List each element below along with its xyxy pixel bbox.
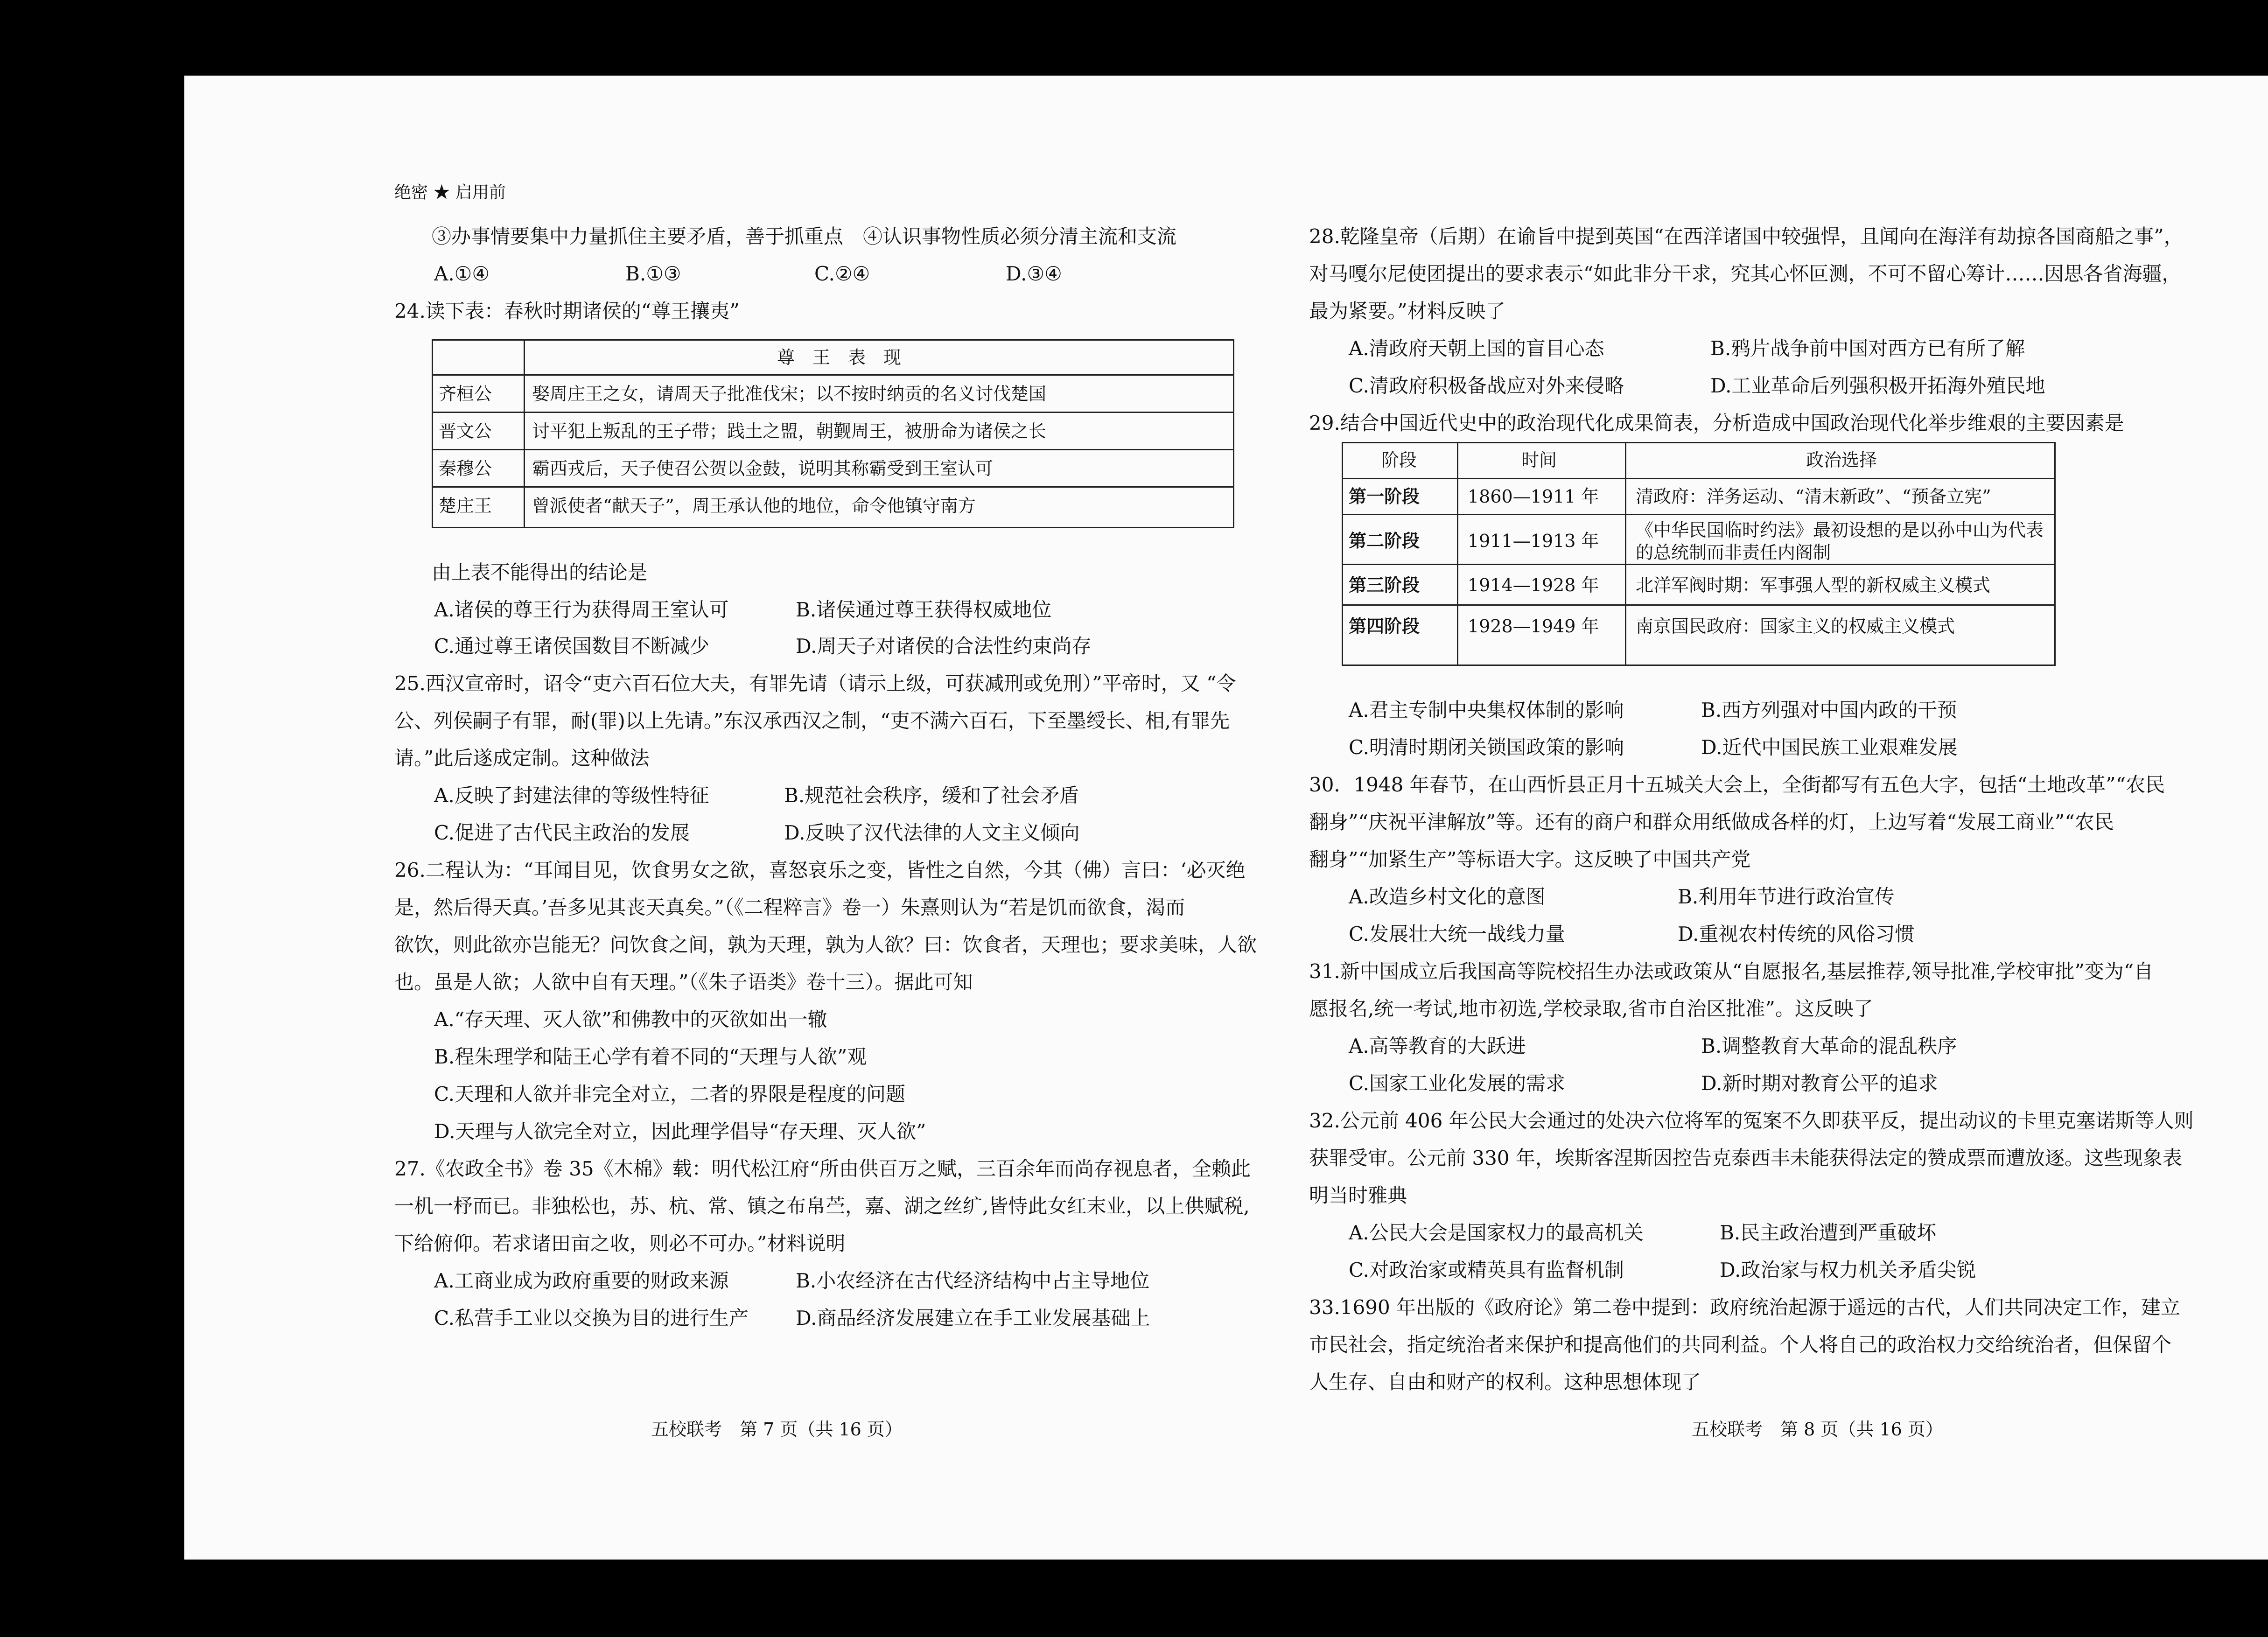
- q31-option-c: C.国家工业化发展的需求: [1349, 1072, 1565, 1095]
- q24-row-name: 齐桓公: [439, 384, 492, 404]
- q32-line: 明当时雅典: [1309, 1184, 1407, 1207]
- q32-option-c: C.对政治家或精英具有监督机制: [1349, 1259, 1624, 1281]
- q26-option-d: D.天理与人欲完全对立，因此理学倡导“存天理、灭人欲”: [434, 1120, 926, 1143]
- q26-line: 欲饮，则此欲亦岂能无？问饮食之间，孰为天理，孰为人欲？曰：饮食者，天理也；要求美味，人欲: [394, 933, 1257, 956]
- q31-option-d: D.新时期对教育公平的追求: [1701, 1072, 1938, 1095]
- q25-option-c: C.促进了古代民主政治的发展: [434, 821, 690, 844]
- q24-table-header: 尊 王 表 现: [777, 347, 902, 368]
- q25-line: 公、列侯嗣子有罪，耐(罪)以上先请。”东汉承西汉之制，“吏不满六百石，下至墨绶长、相,有罪先: [394, 709, 1230, 732]
- q30-line: 30．1948 年春节，在山西忻县正月十五城关大会上，全街都写有五色大字，包括“土地改革”“农民: [1309, 773, 2165, 796]
- q29-row-choice: 清政府：洋务运动、“清末新政”、“预备立宪”: [1636, 486, 1991, 507]
- q33-line: 市民社会，指定统治者来保护和提高他们的共同利益。个人将自己的政治权力交给统治者，但保留个: [1309, 1333, 2172, 1356]
- q29-row-stage: 第一阶段: [1349, 486, 1420, 507]
- q30-option-c: C.发展壮大统一战线力量: [1349, 923, 1565, 945]
- q24-row-name: 晋文公: [439, 421, 492, 441]
- q29-row-choice: 《中华民国临时约法》最初设想的是以孙中山为代表: [1636, 520, 2044, 540]
- q26-option-a: A.“存天理、灭人欲”和佛教中的灭欲如出一辙: [434, 1008, 827, 1031]
- q29-header-stage: 阶段: [1381, 450, 1417, 470]
- q25-line: 请。”此后遂成定制。这种做法: [394, 747, 650, 770]
- q31-line: 愿报名,统一考试,地市初选,学校录取,省市自治区批准”。这反映了: [1309, 997, 1873, 1020]
- q24-after: 由上表不能得出的结论是: [432, 561, 648, 584]
- q28-option-b: B.鸦片战争前中国对西方已有所了解: [1710, 337, 2025, 360]
- q24-row-text: 娶周庄王之女，请周天子批准伐宋；以不按时纳贡的名义讨伐楚国: [532, 384, 1047, 404]
- q30-line: 翻身”“庆祝平津解放”等。还有的商户和群众用纸做成各样的灯，上边写着“发展工商业”“农民: [1309, 811, 2114, 833]
- q30-option-d: D.重视农村传统的风俗习惯: [1678, 923, 1915, 945]
- q24-row-text: 讨平犯上叛乱的王子带；践土之盟，朝觐周王，被册命为诸侯之长: [532, 421, 1047, 441]
- q25-option-b: B.规范社会秩序，缓和了社会矛盾: [784, 784, 1079, 807]
- q29-row-stage: 第四阶段: [1349, 616, 1420, 637]
- q26-line: 也。虽是人欲；人欲中自有天理。”（《朱子语类》卷十三）。据此可知: [394, 971, 973, 993]
- q24-row-name: 楚庄王: [439, 496, 492, 516]
- q30-option-a: A.改造乡村文化的意图: [1349, 885, 1546, 908]
- q33-line: 33.1690 年出版的《政府论》第二卷中提到：政府统治起源于遥远的古代，人们共同决定工作，建立: [1309, 1296, 2181, 1319]
- q23-option-c: C.②④: [814, 262, 870, 285]
- q25-option-a: A.反映了封建法律的等级性特征: [434, 784, 709, 807]
- q29-row-time: 1860—1911 年: [1468, 486, 1599, 507]
- q31-option-b: B.调整教育大革命的混乱秩序: [1701, 1035, 1957, 1057]
- q24-option-c: C.通过尊王诸侯国数目不断减少: [434, 635, 709, 658]
- q24-option-d: D.周天子对诸侯的合法性约束尚存: [796, 635, 1092, 658]
- q24-option-b: B.诸侯通过尊王获得权威地位: [796, 598, 1052, 621]
- q25-option-d: D.反映了汉代法律的人文主义倾向: [784, 821, 1080, 844]
- q24-row-text: 曾派使者“献天子”，周王承认他的地位，命令他镇守南方: [532, 496, 976, 516]
- q27-line: 一机一杼而已。非独松也，苏、杭、常、镇之布帛苎，嘉、湖之丝纩,皆恃此女红末业，以上供赋税,: [394, 1195, 1250, 1217]
- q29-stem: 29.结合中国近代史中的政治现代化成果简表，分析造成中国政治现代化举步维艰的主要因素是: [1309, 412, 2124, 434]
- q27-option-c: C.私营手工业以交换为目的进行生产: [434, 1307, 749, 1329]
- q23-option-d: D.③④: [1006, 262, 1062, 285]
- q24-row-text: 霸西戎后，天子使召公贺以金鼓，说明其称霸受到王室认可: [532, 458, 994, 479]
- q29-row-time: 1928—1949 年: [1468, 616, 1599, 637]
- q27-option-d: D.商品经济发展建立在手工业发展基础上: [796, 1307, 1150, 1329]
- q29-row-stage: 第三阶段: [1349, 574, 1420, 595]
- q32-option-b: B.民主政治遭到严重破坏: [1720, 1221, 1937, 1244]
- q32-option-d: D.政治家与权力机关矛盾尖锐: [1720, 1259, 1976, 1281]
- q23-option-b: B.①③: [625, 262, 681, 285]
- q23-line: ③办事情要集中力量抓住主要矛盾，善于抓重点 ④认识事物性质必须分清主流和支流: [432, 225, 1177, 248]
- q32-line: 获罪受审。公元前 330 年，埃斯客涅斯因控告克泰西丰未能获得法定的赞成票而遭放逐。这些现象表: [1309, 1147, 2182, 1169]
- q25-line: 25.西汉宣帝时，诏令“吏六百石位大夫，有罪先请（请示上级，可获减刑或免刑）”平帝时，又 “令: [394, 672, 1236, 695]
- q31-line: 31.新中国成立后我国高等院校招生办法或政策从“自愿报名,基层推荐,领导批准,学校审批”变为“自: [1309, 960, 2154, 983]
- q28-option-d: D.工业革命后列强积极开拓海外殖民地: [1710, 374, 2045, 397]
- q23-option-a: A.①④: [434, 262, 490, 285]
- q28-option-a: A.清政府天朝上国的盲目心态: [1349, 337, 1604, 360]
- q28-line: 对马嘎尔尼使团提出的要求表示“如此非分干求，究其心怀叵测，不可不留心筹计……因思各省海疆，: [1309, 262, 2182, 285]
- q27-line: 下给俯仰。若求诸田亩之收，则必不可办。”材料说明: [394, 1232, 846, 1255]
- exam-paper: [184, 76, 2268, 1560]
- q28-option-c: C.清政府积极备战应对外来侵略: [1349, 374, 1624, 397]
- q28-line: 28.乾隆皇帝（后期）在谕旨中提到英国“在西洋诸国中较强悍，且闻向在海洋有劫掠各国商船之事”，: [1309, 225, 2184, 248]
- q29-row-time: 1914—1928 年: [1468, 575, 1599, 595]
- q29-row-choice: 南京国民政府：国家主义的权威主义模式: [1636, 616, 1955, 637]
- q30-line: 翻身”“加紧生产”等标语大字。这反映了中国共产党: [1309, 848, 1751, 871]
- q29-option-d: D.近代中国民族工业艰难发展: [1701, 736, 1958, 759]
- page-footer-right: 五校联考 第 8 页（共 16 页）: [1692, 1419, 1943, 1440]
- q28-line: 最为紧要。”材料反映了: [1309, 300, 1505, 322]
- q29-header-choice: 政治选择: [1806, 450, 1877, 470]
- q29-row-choice: 的总统制而非责任内阁制: [1636, 542, 1831, 563]
- q29-header-time: 时间: [1521, 450, 1557, 470]
- secret-label: 绝密 ★ 启用前: [394, 183, 506, 202]
- q26-option-b: B.程朱理学和陆王心学有着不同的“天理与人欲”观: [434, 1045, 867, 1068]
- q33-line: 人生存、自由和财产的权利。这种思想体现了: [1309, 1371, 1701, 1393]
- q29-option-b: B.西方列强对中国内政的干预: [1701, 699, 1957, 721]
- q32-line: 32.公元前 406 年公民大会通过的处决六位将军的冤案不久即获平反，提出动议的卡里克塞诺斯等人则: [1309, 1109, 2194, 1132]
- q31-option-a: A.高等教育的大跃进: [1349, 1035, 1526, 1057]
- q30-option-b: B.利用年节进行政治宣传: [1678, 885, 1895, 908]
- q27-option-a: A.工商业成为政府重要的财政来源: [434, 1269, 729, 1292]
- q26-line: 是，然后得天真。’吾多见其丧天真矣。”（《二程粹言》卷一）朱熹则认为“若是饥而欲食，渴而: [394, 896, 1185, 919]
- q29-option-a: A.君主专制中央集权体制的影响: [1349, 699, 1624, 721]
- q29-row-time: 1911—1913 年: [1468, 531, 1599, 551]
- q27-option-b: B.小农经济在古代经济结构中占主导地位: [796, 1269, 1150, 1292]
- q24-row-name: 秦穆公: [439, 458, 492, 479]
- q26-line: 26.二程认为：“耳闻目见，饮食男女之欲，喜怒哀乐之变，皆性之自然，今其（佛）言曰：‘必灭绝: [394, 859, 1246, 881]
- q27-line: 27.《农政全书》卷 35《木棉》载：明代松江府“所由供百万之赋，三百余年而尚存视息者，全赖此: [394, 1157, 1251, 1180]
- q29-row-choice: 北洋军阀时期：军事强人型的新权威主义模式: [1636, 575, 1991, 595]
- q26-option-c: C.天理和人欲并非完全对立，二者的界限是程度的问题: [434, 1083, 905, 1105]
- q29-row-stage: 第二阶段: [1349, 530, 1420, 551]
- q24-option-a: A.诸侯的尊王行为获得周王室认可: [434, 598, 729, 621]
- page-footer-left: 五校联考 第 7 页（共 16 页）: [651, 1419, 903, 1440]
- q24-stem: 24.读下表：春秋时期诸侯的“尊王攘夷”: [394, 300, 740, 322]
- q32-option-a: A.公民大会是国家权力的最高机关: [1349, 1221, 1644, 1244]
- q29-option-c: C.明清时期闭关锁国政策的影响: [1349, 736, 1624, 759]
